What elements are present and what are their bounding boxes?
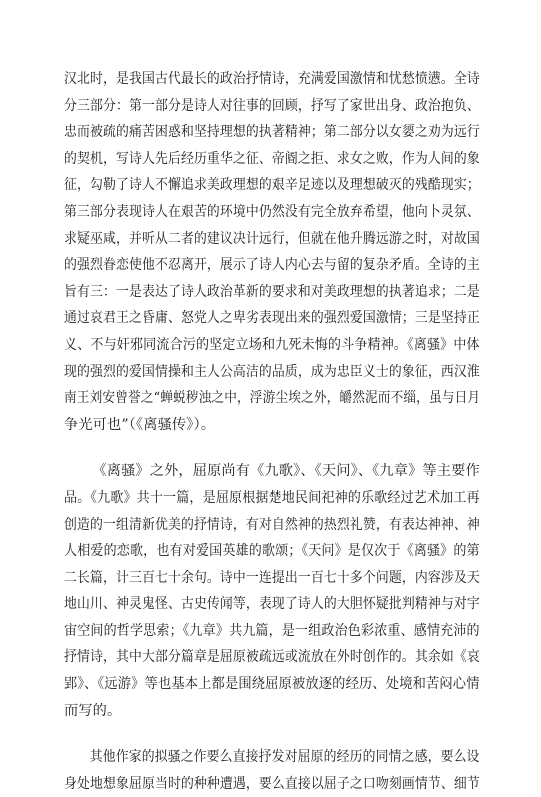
text-line: 其他作家的拟骚之作要么直接抒发对屈原的经历的同情之感，要么设 bbox=[89, 749, 480, 766]
text-line: 宙空间的哲学思索；《九章》共九篇，是一组政治色彩浓重、感情充沛的 bbox=[64, 622, 480, 639]
document-page bbox=[64, 56, 480, 797]
text-line: 品。《九歌》共十一篇，是屈原根据楚地民间祀神的乐歌经过艺术加工再 bbox=[64, 489, 480, 506]
text-line: 南王刘安曾誉之“蝉蜕秽浊之中，浮游尘埃之外，皭然泥而不缁，虽与日月 bbox=[64, 390, 481, 407]
text-line: 义、不与奸邪同流合污的坚定立场和九死未悔的斗争精神。《离骚》中体 bbox=[64, 336, 480, 353]
text-line: 二长篇，计三百七十余句。诗中一连提出一百七十多个问题，内容涉及天 bbox=[64, 569, 480, 586]
text-line: 《离骚》之外，屈原尚有《九歌》、《天问》、《九章》等主要作 bbox=[92, 463, 480, 480]
text-line: 第三部分表现诗人在艰苦的环境中仍然没有完全放弃希望，他向卜灵氛、 bbox=[64, 203, 480, 220]
text-line: 创造的一组清新优美的抒情诗，有对自然神的热烈礼赞，有表达神神、神 bbox=[64, 516, 480, 533]
text-line: 征，勾勒了诗人不懈追求美政理想的艰辛足迹以及理想破灭的残酷现实； bbox=[64, 177, 480, 194]
text-line: 的契机，写诗人先后经历重华之征、帝阍之拒、求女之败，作为人间的象 bbox=[64, 150, 480, 167]
paragraph-other-works bbox=[64, 458, 480, 724]
text-line: 求疑巫咸，并听从二者的建议决计远行，但就在他升腾远游之时，对故国 bbox=[64, 230, 480, 247]
text-line: 人相爱的恋歌，也有对爱国英雄的歌颂；《天问》是仅次于《离骚》的第 bbox=[64, 543, 480, 560]
text-line: 旨有三：一是表达了诗人政治革新的要求和对美政理想的执著追求；二是 bbox=[64, 283, 480, 300]
text-line: 现的强烈的爱国情操和主人公高洁的品质，成为忠臣义士的象征，西汉淮 bbox=[64, 363, 480, 380]
text-line: 分三部分：第一部分是诗人对往事的回顾，抒写了家世出身、政治抱负、 bbox=[64, 97, 480, 114]
text-line: 郢》、《远游》等也基本上都是围绕屈原被放逐的经历、处境和苦闷心情 bbox=[64, 676, 480, 693]
text-line: 争光可也”（《离骚传》）。 bbox=[64, 416, 216, 433]
text-line: 忠而被疏的痛苦困惑和坚持理想的执著精神；第二部分以女媭之劝为远行 bbox=[64, 124, 480, 141]
text-line: 汉北时，是我国古代最长的政治抒情诗，充满爱国激情和忧愁愤懑。全诗 bbox=[64, 71, 480, 87]
paragraph-imitation-works bbox=[64, 744, 480, 797]
text-line: 地山川、神灵鬼怪、古史传闻等，表现了诗人的大胆怀疑批判精神与对宇 bbox=[64, 596, 480, 613]
text-line: 的强烈眷恋使他不忍离开，展示了诗人内心去与留的复杂矛盾。全诗的主 bbox=[64, 257, 480, 274]
text-line: 抒情诗，其中大部分篇章是屈原被疏远或流放在外时创作的。其余如《哀 bbox=[64, 649, 480, 666]
text-line: 通过哀君王之昏庸、怒党人之卑劣表现出来的强烈爱国激情；三是坚持正 bbox=[64, 310, 480, 327]
text-line: 而写的。 bbox=[64, 702, 122, 719]
text-line: 身处地想象屈原当时的种种遭遇，要么直接以屈子之口吻刻画情节、细节 bbox=[64, 775, 480, 792]
paragraph-lisao-summary bbox=[64, 66, 480, 438]
